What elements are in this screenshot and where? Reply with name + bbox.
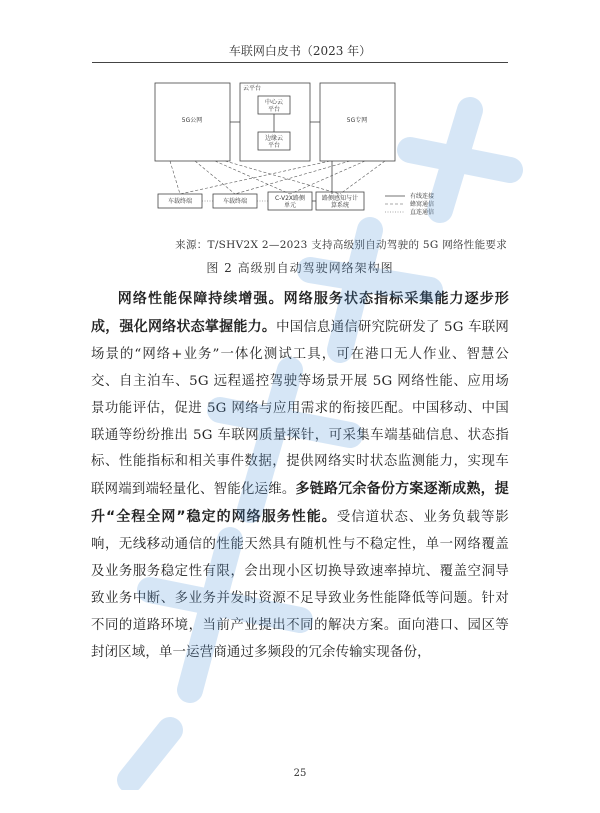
paragraph-1-text: 中国信息通信研究院研发了 5G 车联网场景的“网络+业务”一体化测试工具，可在港口无人作业、智慧公交、自主泊车、5G 远程遥控驾驶等场景开展 5G 网络性能、应用场景功能评估，促进 5G 网络与应用需求的衔接匹配。中国移动、中国联通等纷纷推出 5G 车联网质量探针，可采集车端基础信息、状态指标、性能指标和相关事件数据，提供网络实时状态监测能力，实现车联网端到端轻量化、智能化运维。 (91, 319, 510, 498)
bold-lead-1: 网络性能保障持续增强。网络服务状态指标采集能力逐步形成，强化网络状态掌握能力。 (91, 291, 509, 335)
bold-lead-2: 多链路冗余备份方案逐渐成熟，提升“全程全网”稳定的网络服务性能。 (91, 481, 510, 526)
legend-direct-label: 直连通信 (410, 209, 435, 216)
public-5g-label: 5G公网 (181, 117, 203, 124)
cloud-platform-box (240, 83, 310, 161)
cellular-links (170, 161, 385, 194)
edge-cloud-label-2: 平台 (267, 142, 281, 149)
paragraph-1-text-2: 受信道状态、业务负载等影响，无线移动通信的性能天然具有随机性与不稳定性，单一网络覆盖及业务服务稳定性有限，会出现小区切换导致速率掉坑、覆盖空洞导致业务中断、多业务并发时资源不足导致业务性能降低等问题。针对不同的道路环境，当前产业提出不同的解决方案。面向港口、园区等封闭区域，单一运营商通过多频段的冗余传输实现备份， (91, 510, 509, 660)
legend-wired-label: 有线连接 (410, 193, 435, 200)
center-cloud-label-1: 中心云 (264, 99, 284, 106)
diagram-svg (150, 78, 470, 223)
body-text (91, 286, 509, 667)
cloud-platform-label: 云平台 (243, 85, 262, 92)
center-cloud-label-2: 平台 (267, 106, 281, 113)
header-rule (92, 62, 508, 63)
roadside-unit-label-1: C-V2X路侧 (274, 195, 306, 202)
vehicle-terminal-2-label: 车载终端 (222, 198, 248, 205)
running-header: 车联网白皮书（2023 年） (228, 44, 372, 58)
private-5g-label: 5G专网 (346, 117, 368, 124)
roadside-system-label-2: 算系统 (330, 202, 350, 209)
figure-caption: 图 2 高级别自动驾驶网络架构图 (206, 261, 394, 275)
page-number: 25 (293, 768, 307, 779)
vehicle-terminal-1-label: 车载终端 (167, 198, 193, 205)
network-architecture-diagram (150, 78, 470, 223)
edge-cloud-label-1: 边缘云 (264, 135, 284, 142)
paragraph-1 (91, 286, 509, 667)
figure-source: 来源：T/SHV2X 2—2023 支持高级别自动驾驶的 5G 网络性能要求 (175, 239, 507, 251)
roadside-unit-label-2: 单元 (283, 202, 297, 209)
roadside-system-label-1: 路侧感知与计 (321, 195, 359, 202)
legend-cellular-label: 蜂窝通信 (410, 201, 435, 208)
